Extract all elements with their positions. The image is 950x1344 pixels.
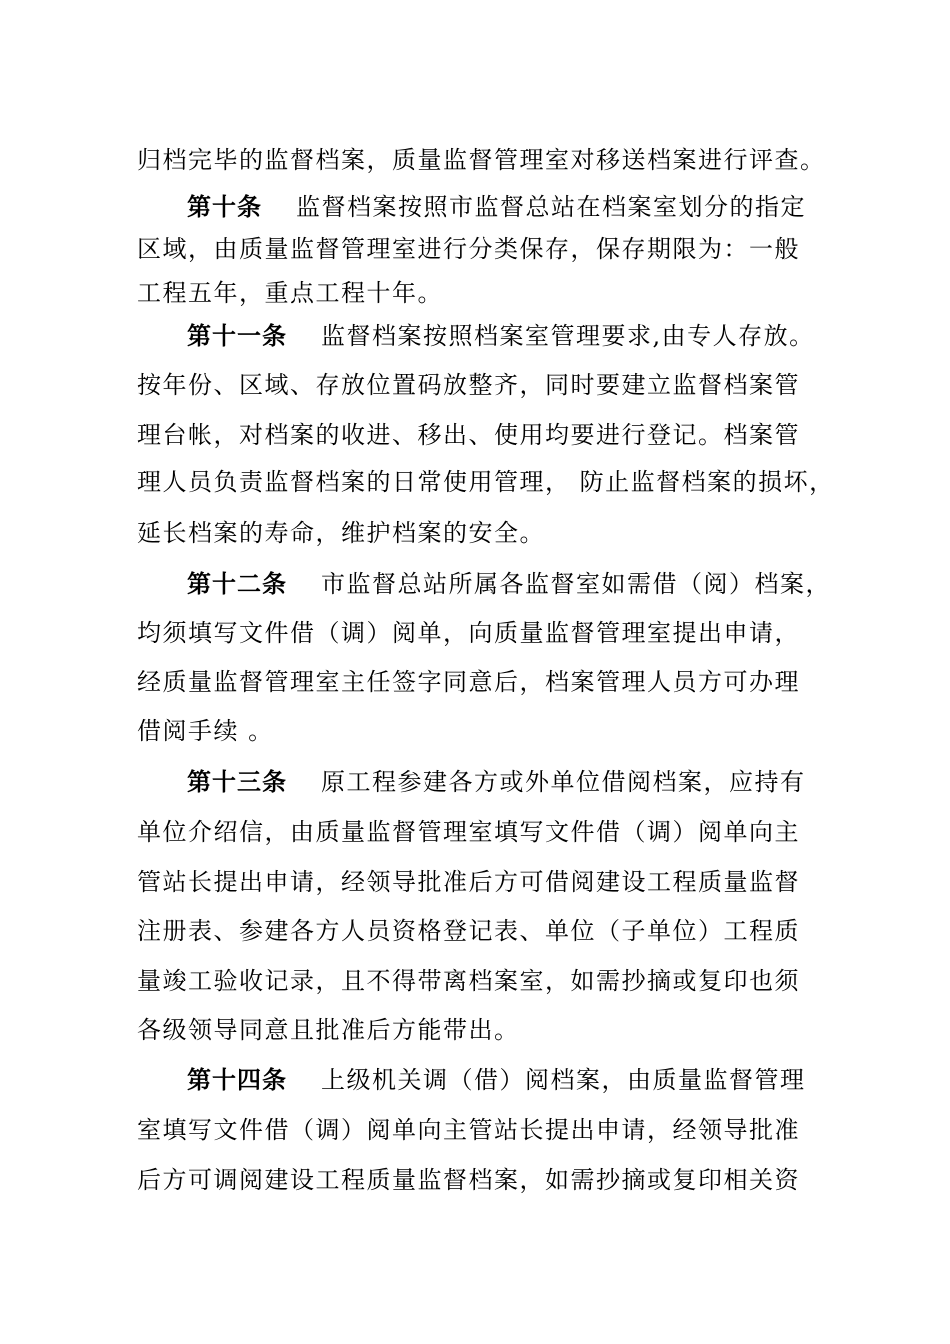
paragraph-line: 理台帐，对档案的收进、移出、使用均要进行登记。档案管: [137, 421, 800, 449]
paragraph-line: 经质量监督管理室主任签字同意后，档案管理人员方可办理: [137, 668, 800, 696]
paragraph-line: 理人员负责监督档案的日常使用管理， 防止监督档案的损坏，: [137, 468, 835, 496]
paragraph-text: 监督档案按照档案室管理要求,由专人存放。: [321, 322, 815, 350]
article-label: 第十条: [187, 193, 262, 221]
article-label: 第十四条: [187, 1066, 287, 1094]
article-11-first-line: [187, 321, 887, 351]
paragraph-line: 注册表、参建各方人员资格登记表、单位（子单位）工程质: [137, 917, 800, 945]
paragraph-text: 上级机关调（借）阅档案，由质量监督管理: [321, 1066, 806, 1094]
article-10-first-line: [187, 192, 887, 222]
article-12-first-line: [187, 569, 887, 599]
paragraph-line: 区域，由质量监督管理室进行分类保存，保存期限为：一般: [137, 235, 800, 263]
article-label: 第十二条: [187, 570, 287, 598]
paragraph-text: 市监督总站所属各监督室如需借（阅）档案，: [321, 570, 831, 598]
paragraph-line: 单位介绍信，由质量监督管理室填写文件借（调）阅单向主: [137, 818, 800, 846]
paragraph-line: 后方可调阅建设工程质量监督档案，如需抄摘或复印相关资: [137, 1166, 800, 1194]
paragraph-line: 均须填写文件借（调）阅单，向质量监督管理室提出申请，: [137, 619, 800, 647]
paragraph-line: 借阅手续 。: [137, 717, 274, 745]
paragraph-text: 原工程参建各方或外单位借阅档案，应持有: [321, 768, 806, 796]
paragraph-text: 监督档案按照市监督总站在档案室划分的指定: [296, 193, 806, 221]
paragraph-line: 工程五年，重点工程十年。: [137, 279, 443, 307]
article-label: 第十三条: [187, 768, 287, 796]
article-13-first-line: [187, 767, 887, 797]
article-label: 第十一条: [187, 322, 287, 350]
paragraph-line: 按年份、区域、存放位置码放整齐，同时要建立监督档案管: [137, 371, 800, 399]
paragraph-line: 各级领导同意且批准后方能带出。: [137, 1016, 520, 1044]
paragraph-line: 延长档案的寿命，维护档案的安全。: [137, 519, 545, 547]
paragraph-line: 管站长提出申请，经领导批准后方可借阅建设工程质量监督: [137, 868, 800, 896]
paragraph-line: 归档完毕的监督档案，质量监督管理室对移送档案进行评查。: [137, 146, 826, 174]
article-14-first-line: [187, 1065, 887, 1095]
paragraph-line: 室填写文件借（调）阅单向主管站长提出申请，经领导批准: [137, 1116, 800, 1144]
paragraph-line: 量竣工验收记录，且不得带离档案室，如需抄摘或复印也须: [137, 967, 800, 995]
